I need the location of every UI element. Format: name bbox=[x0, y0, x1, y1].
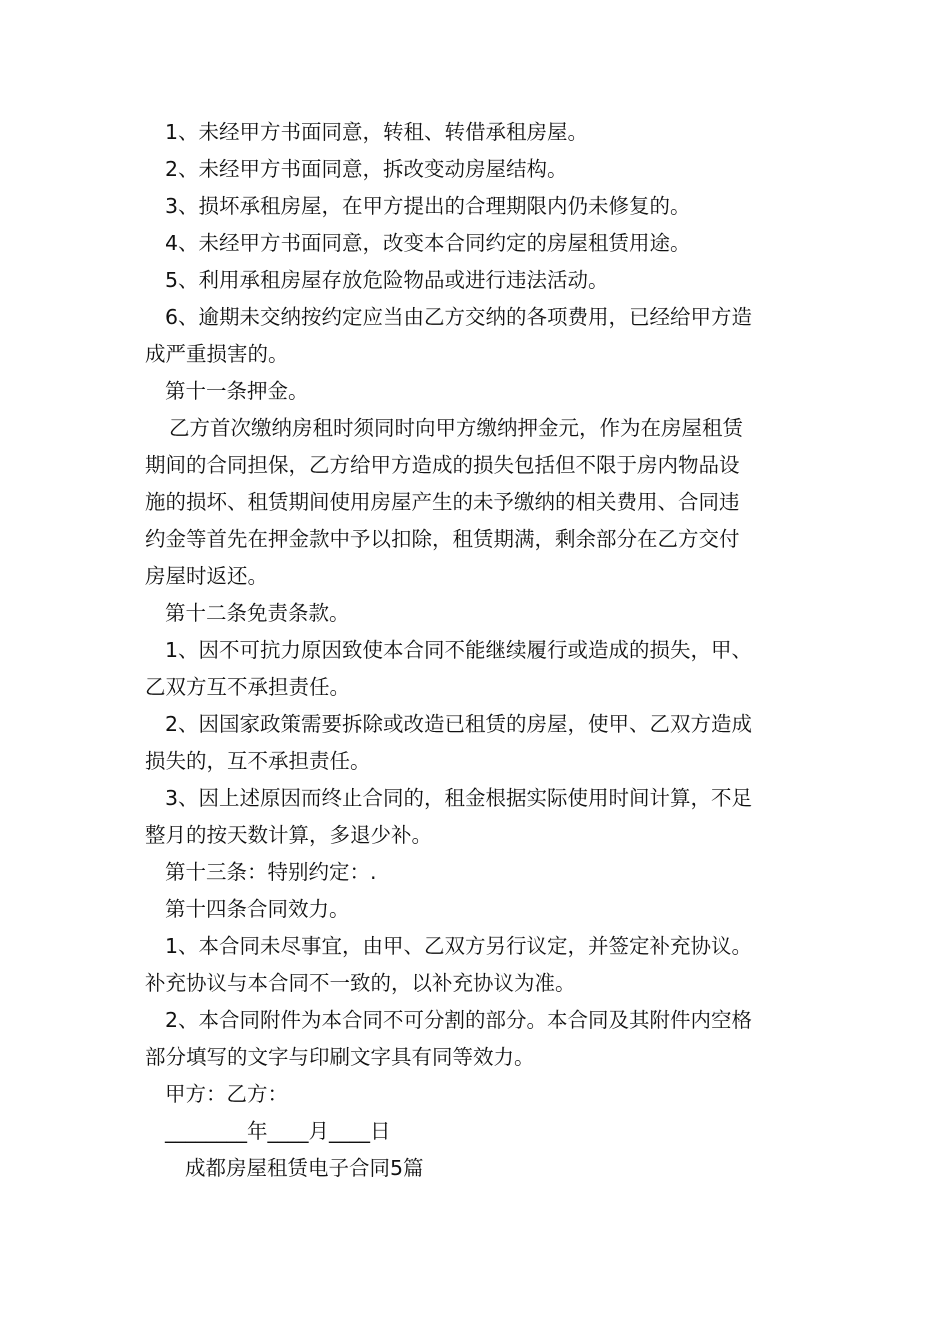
text-line-9: 乙方首次缴纳房租时须同时向甲方缴纳押金元，作为在房屋租赁 bbox=[169, 416, 743, 440]
text-line-20: 整月的按天数计算，多退少补。 bbox=[145, 823, 432, 847]
signature-parties: 甲方：乙方： bbox=[165, 1082, 288, 1106]
text-line-1: 1、未经甲方书面同意，转租、转借承租房屋。 bbox=[165, 120, 589, 144]
text-line-3: 3、损坏承租房屋，在甲方提出的合理期限内仍未修复的。 bbox=[165, 194, 691, 218]
section-heading-13: 第十三条：特别约定：. bbox=[165, 860, 377, 884]
text-line-18: 损失的，互不承担责任。 bbox=[145, 749, 371, 773]
text-line-11: 施的损坏、租赁期间使用房屋产生的未予缴纳的相关费用、合同违 bbox=[145, 490, 740, 514]
text-line-12: 约金等首先在押金款中予以扣除，租赁期满，剩余部分在乙方交付 bbox=[145, 527, 740, 551]
document-page bbox=[145, 114, 809, 1187]
signature-date: ________年____月____日 bbox=[165, 1119, 391, 1143]
text-line-15: 1、因不可抗力原因致使本合同不能继续履行或造成的损失，甲、 bbox=[165, 638, 753, 662]
text-line-24: 补充协议与本合同不一致的，以补充协议为准。 bbox=[145, 971, 576, 995]
text-line-17: 2、因国家政策需要拆除或改造已租赁的房屋，使甲、乙双方造成 bbox=[165, 712, 753, 736]
text-line-6: 6、逾期未交纳按约定应当由乙方交纳的各项费用，已经给甲方造 bbox=[165, 305, 753, 329]
text-line-13: 房屋时返还。 bbox=[145, 564, 268, 588]
text-line-23: 1、本合同未尽事宜，由甲、乙双方另行议定，并签定补充协议。 bbox=[165, 934, 753, 958]
text-line-4: 4、未经甲方书面同意，改变本合同约定的房屋租赁用途。 bbox=[165, 231, 691, 255]
document-footer-title: 成都房屋租赁电子合同5篇 bbox=[185, 1156, 424, 1180]
text-line-2: 2、未经甲方书面同意，拆改变动房屋结构。 bbox=[165, 157, 568, 181]
text-line-19: 3、因上述原因而终止合同的，租金根据实际使用时间计算，不足 bbox=[165, 786, 753, 810]
text-line-7: 成严重损害的。 bbox=[145, 342, 289, 366]
text-line-25: 2、本合同附件为本合同不可分割的部分。本合同及其附件内空格 bbox=[165, 1008, 753, 1032]
section-heading-12: 第十二条免责条款。 bbox=[165, 601, 350, 625]
section-heading-14: 第十四条合同效力。 bbox=[165, 897, 350, 921]
text-line-10: 期间的合同担保，乙方给甲方造成的损失包括但不限于房内物品设 bbox=[145, 453, 740, 477]
text-line-16: 乙双方互不承担责任。 bbox=[145, 675, 350, 699]
text-line-26: 部分填写的文字与印刷文字具有同等效力。 bbox=[145, 1045, 535, 1069]
section-heading-11: 第十一条押金。 bbox=[165, 379, 309, 403]
text-line-5: 5、利用承租房屋存放危险物品或进行违法活动。 bbox=[165, 268, 609, 292]
